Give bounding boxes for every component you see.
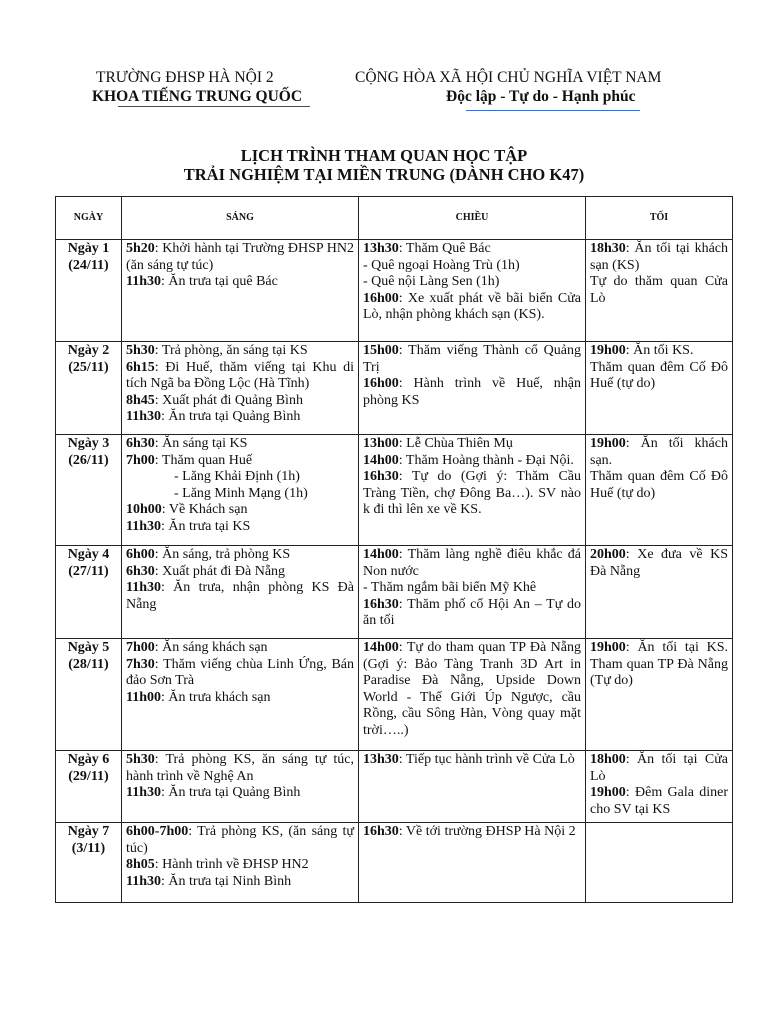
activity-line [590, 469, 728, 502]
table-row [56, 342, 733, 435]
activity-text: : Thăm quan Huế [154, 452, 253, 468]
activity-line [126, 640, 354, 657]
activity-time: 19h00 [590, 343, 626, 358]
activity-line [126, 519, 354, 536]
morning-cell [122, 435, 359, 546]
activity-line [126, 547, 354, 564]
morning-cell [122, 240, 359, 342]
morning-cell [122, 751, 359, 823]
activity-time: 6h30 [126, 563, 155, 579]
activity-text: : Ăn trưa tại Quảng Bình [161, 409, 301, 424]
morning-cell [122, 639, 359, 751]
activity-text: : Trả phòng, ăn sáng tại KS [154, 343, 308, 358]
table-row [56, 823, 733, 903]
day-label: Ngày 6 [67, 752, 110, 767]
day-label: Ngày 4 [67, 547, 110, 562]
activity-line [363, 824, 581, 841]
activity-time: 19h00 [590, 785, 626, 800]
activity-time: 5h30 [126, 752, 155, 767]
header-evening: TỐI [586, 197, 733, 240]
day-date: (26/11) [68, 452, 109, 468]
activity-text: - Lăng Minh Mạng (1h) [174, 485, 308, 501]
activity-text: : Ăn trưa, nhận phòng KS Đà Nẵng [126, 580, 354, 612]
activity-text: : Ăn tối khách sạn. [590, 436, 728, 468]
activity-text: : Ăn trưa tại Ninh Bình [161, 873, 292, 889]
activity-text: : Xuất phát đi Đà Nẵng [154, 563, 286, 579]
activity-line [126, 580, 354, 613]
activity-text: : Hành trình về Huế, nhận phòng KS [363, 376, 581, 408]
activity-line [590, 785, 728, 818]
activity-time: 19h00 [590, 640, 626, 655]
morning-cell [122, 546, 359, 639]
activity-text: : Ăn tối tại KS. Tham quan TP Đà Nẵng (Tự do) [590, 640, 728, 688]
header-day: NGÀY [56, 197, 122, 240]
activity-time: 16h30 [363, 596, 399, 612]
activity-text: : Về tới trường ĐHSP Hà Nội 2 [398, 824, 576, 839]
day-date: (27/11) [68, 563, 109, 579]
table-row [56, 435, 733, 546]
evening-cell [586, 751, 733, 823]
activity-time: 7h00 [126, 640, 155, 655]
activity-text: : Lễ Chùa Thiên Mụ [398, 436, 513, 451]
activity-text: : Ăn sáng tại KS [154, 436, 248, 451]
evening-cell [586, 435, 733, 546]
morning-cell [122, 342, 359, 435]
activity-line [363, 376, 581, 409]
activity-time: 16h00 [363, 376, 399, 391]
activity-line [363, 580, 581, 597]
activity-line [363, 597, 581, 630]
activity-text: : Khởi hành tại Trường ĐHSP HN2 (ăn sáng tự túc) [126, 241, 354, 273]
evening-cell [586, 546, 733, 639]
day-cell [56, 435, 122, 546]
activity-time: 11h30 [126, 580, 162, 595]
activity-line [363, 274, 581, 291]
activity-time: 11h30 [126, 518, 162, 534]
afternoon-cell [359, 342, 586, 435]
activity-time: 6h00-7h00 [126, 824, 189, 839]
document-title-line-1: LỊCH TRÌNH THAM QUAN HỌC TẬP [240, 146, 528, 165]
activity-line [126, 241, 354, 274]
activity-text: : Đêm Gala diner cho SV tại KS [590, 785, 728, 817]
activity-line [126, 657, 354, 690]
day-cell [56, 546, 122, 639]
evening-cell [586, 240, 733, 342]
evening-cell [586, 342, 733, 435]
activity-time: 7h30 [126, 656, 155, 672]
activity-time: 8h05 [126, 857, 155, 872]
activity-line [363, 291, 581, 324]
activity-time: 13h30 [363, 241, 399, 256]
activity-text: - Thăm ngắm bãi biển Mỹ Khê [363, 580, 537, 595]
activity-time: 15h00 [363, 343, 399, 358]
activity-time: 16h00 [363, 290, 399, 306]
activity-text: : Tự do (Gợi ý: Thăm Cầu Tràng Tiền, chợ Đông Ba…). SV nào k đi thì lên xe về KS. [363, 469, 581, 517]
day-date: (24/11) [68, 257, 109, 273]
activity-line [590, 274, 728, 307]
activity-line [363, 258, 581, 275]
table-row [56, 546, 733, 639]
activity-line [126, 436, 354, 453]
activity-line [363, 469, 581, 519]
activity-text: : Ăn tối KS. [625, 343, 694, 358]
activity-time: 6h30 [126, 436, 155, 451]
afternoon-cell [359, 435, 586, 546]
activity-line [126, 486, 354, 503]
activity-time: 16h30 [363, 469, 399, 484]
activity-line [126, 564, 354, 581]
day-date: (29/11) [68, 768, 109, 784]
schedule-body [56, 240, 733, 903]
activity-text: : Thăm Hoàng thành - Đại Nội. [398, 452, 574, 468]
activity-time: 11h30 [126, 873, 162, 889]
activity-time: 14h00 [363, 640, 399, 655]
header-afternoon: CHIỀU [359, 197, 586, 240]
day-date: (3/11) [71, 840, 106, 856]
activity-text: : Ăn trưa tại KS [161, 518, 251, 534]
activity-text: : Ăn trưa khách sạn [161, 689, 271, 705]
day-label: Ngày 7 [67, 824, 110, 839]
activity-text: : Hành trình về ĐHSP HN2 [154, 857, 309, 872]
activity-text: : Xe đưa về KS Đà Nẵng [590, 547, 728, 579]
activity-text: Tự do thăm quan Cửa Lò [590, 274, 728, 306]
activity-text: - Lăng Khải Định (1h) [174, 469, 300, 484]
table-row [56, 639, 733, 751]
activity-line [363, 343, 581, 376]
activity-text: : Ăn trưa tại quê Bác [161, 274, 278, 289]
schedule-table [55, 196, 733, 903]
activity-text: : Về Khách sạn [161, 502, 248, 517]
activity-line [590, 436, 728, 469]
activity-time: 13h00 [363, 436, 399, 451]
day-label: Ngày 5 [67, 640, 110, 655]
activity-line [126, 360, 354, 393]
activity-text: : Trả phòng KS, (ăn sáng tự túc) [126, 824, 354, 856]
activity-text: : Trả phòng KS, ăn sáng tự túc, hành trình về Nghệ An [126, 752, 354, 784]
activity-time: 14h00 [363, 452, 399, 468]
activity-time: 11h30 [126, 274, 162, 289]
school-name: TRƯỜNG ĐHSP HÀ NỘI 2 [96, 69, 274, 86]
activity-line [126, 274, 354, 291]
activity-text: : Ăn trưa tại Quảng Bình [161, 785, 301, 800]
activity-line [590, 360, 728, 393]
day-cell [56, 342, 122, 435]
country-name: CỘNG HÒA XÃ HỘI CHỦ NGHĨA VIỆT NAM [355, 69, 662, 86]
activity-text: : Ăn tối tại khách sạn (KS) [590, 241, 728, 273]
activity-text: : Tự do tham quan TP Đà Nẵng (Gợi ý: Bảo Tàng Tranh 3D Art in Paradise Đà Nẵng, Upside Down World - Thế Giới Úp Ngược, cầu Rồng, cầu Sông Hàn, Vòng quay mặt trời…..) [363, 640, 581, 738]
activity-time: 10h00 [126, 502, 162, 517]
activity-time: 6h15 [126, 359, 155, 375]
afternoon-cell [359, 240, 586, 342]
activity-line [590, 241, 728, 274]
day-cell [56, 639, 122, 751]
activity-time: 11h30 [126, 409, 162, 424]
day-date: (28/11) [68, 656, 109, 672]
activity-text: : Tiếp tục hành trình về Cửa Lò [398, 752, 575, 767]
activity-line [363, 436, 581, 453]
table-row [56, 240, 733, 342]
activity-line [590, 640, 728, 690]
activity-line [126, 469, 354, 486]
activity-text: Thăm quan đêm Cố Đô Huế (tự do) [590, 359, 728, 391]
day-date: (25/11) [68, 359, 109, 375]
activity-time: 7h00 [126, 452, 155, 468]
activity-line [126, 409, 354, 426]
activity-time: 20h00 [590, 547, 626, 562]
activity-text: : Ăn sáng khách sạn [154, 640, 268, 655]
activity-line [590, 752, 728, 785]
afternoon-cell [359, 639, 586, 751]
activity-text: - Quê nội Làng Sen (1h) [363, 274, 500, 289]
activity-text: : Ăn tối tại Cửa Lò [590, 752, 728, 784]
activity-line [590, 547, 728, 580]
document-title-line-2: TRẢI NGHIỆM TẠI MIỀN TRUNG (DÀNH CHO K47) [183, 165, 585, 184]
table-header-row [56, 197, 733, 240]
day-label: Ngày 1 [67, 241, 110, 256]
activity-line [126, 874, 354, 891]
header-morning: SÁNG [122, 197, 359, 240]
activity-text: : Ăn sáng, trả phòng KS [154, 547, 291, 562]
day-label: Ngày 3 [67, 436, 110, 451]
day-cell [56, 240, 122, 342]
activity-line [126, 502, 354, 519]
activity-time: 8h45 [126, 392, 155, 408]
activity-time: 11h00 [126, 689, 162, 705]
morning-cell [122, 823, 359, 903]
evening-cell [586, 823, 733, 903]
activity-time: 19h00 [590, 436, 626, 451]
national-motto: Độc lập - Tự do - Hạnh phúc [446, 88, 636, 105]
day-cell [56, 823, 122, 903]
activity-time: 16h30 [363, 824, 399, 839]
afternoon-cell [359, 823, 586, 903]
activity-line [590, 343, 728, 360]
activity-line [126, 393, 354, 410]
activity-time: 13h30 [363, 752, 399, 767]
faculty-name: KHOA TIẾNG TRUNG QUỐC [92, 88, 303, 105]
activity-text: : Thăm làng nghề điêu khắc đá Non nước [363, 547, 581, 579]
afternoon-cell [359, 546, 586, 639]
activity-time: 18h00 [590, 752, 626, 767]
activity-text: : Thăm phố cổ Hội An – Tự do ăn tối [363, 596, 581, 628]
day-cell [56, 751, 122, 823]
activity-line [363, 453, 581, 470]
activity-line [126, 343, 354, 360]
activity-text: : Xe xuất phát về bãi biển Cửa Lò, nhận phòng khách sạn (KS). [363, 290, 581, 322]
activity-text: : Thăm Quê Bác [398, 241, 491, 256]
motto-underline [466, 110, 640, 111]
activity-text: : Đi Huế, thăm viếng tại Khu di tích Ngã ba Đồng Lộc (Hà Tĩnh) [126, 359, 354, 391]
table-row [56, 751, 733, 823]
activity-time: 5h30 [126, 343, 155, 358]
activity-line [363, 547, 581, 580]
activity-time: 6h00 [126, 547, 155, 562]
activity-line [126, 785, 354, 802]
activity-line [363, 752, 581, 769]
activity-text: Thăm quan đêm Cố Đô Huế (tự do) [590, 469, 728, 501]
activity-line [363, 640, 581, 739]
activity-line [126, 690, 354, 707]
activity-time: 18h30 [590, 241, 626, 256]
activity-line [126, 857, 354, 874]
evening-cell [586, 639, 733, 751]
activity-line [126, 752, 354, 785]
activity-text: - Quê ngoại Hoàng Trù (1h) [363, 257, 520, 273]
activity-text: : Thăm viếng chùa Linh Ứng, Bán đảo Sơn Trà [126, 656, 354, 688]
activity-line [363, 241, 581, 258]
activity-time: 11h30 [126, 785, 162, 800]
activity-line [126, 453, 354, 470]
activity-line [126, 824, 354, 857]
activity-time: 14h00 [363, 547, 399, 562]
activity-text: : Xuất phát đi Quảng Bình [154, 392, 303, 408]
activity-time: 5h20 [126, 241, 155, 256]
faculty-underline [118, 106, 310, 107]
activity-text: : Thăm viếng Thành cổ Quảng Trị [363, 343, 581, 375]
afternoon-cell [359, 751, 586, 823]
day-label: Ngày 2 [67, 343, 110, 358]
